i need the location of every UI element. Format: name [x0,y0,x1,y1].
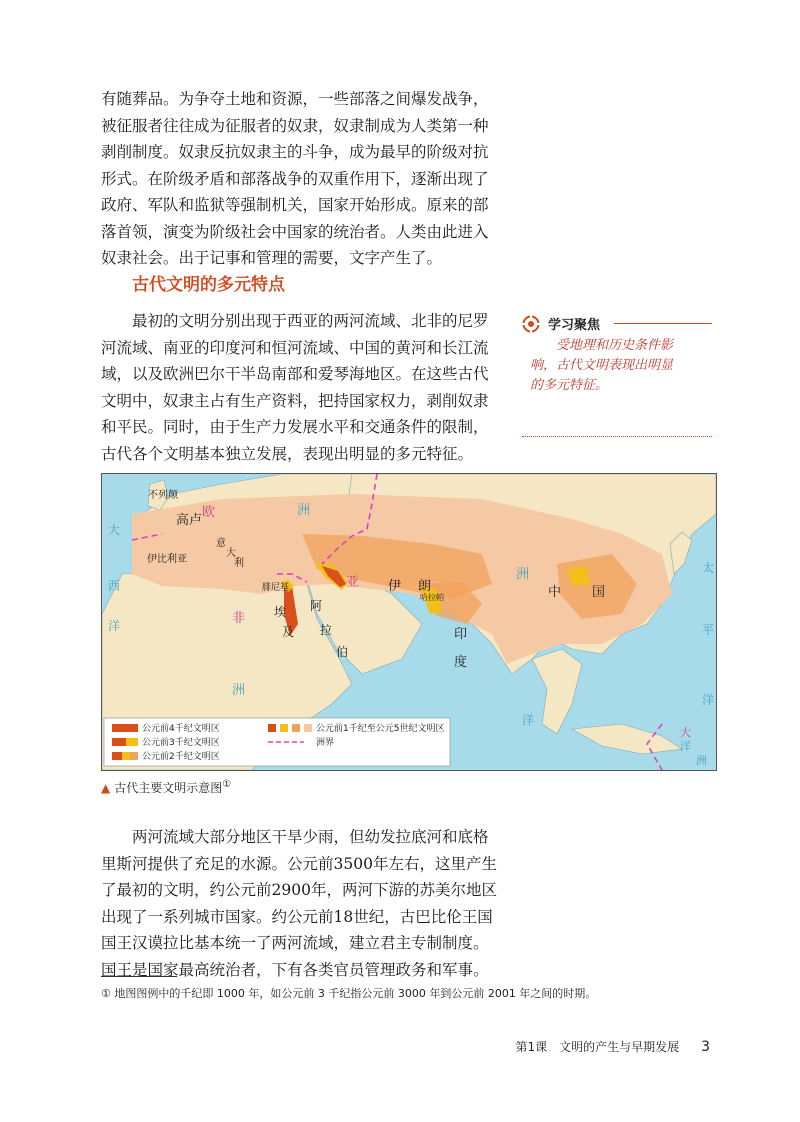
text-line: 被征服者往往成为征服者的奴隶，奴隶制成为人类第一种 [101,116,489,135]
map-label: 阿 [310,599,323,613]
text-line: 响，古代文明表现出明显 [530,358,674,373]
caption-triangle-icon: ▲ [101,781,111,795]
legend-swatch-3rd-a [112,738,126,746]
legend-swatch-3rd-b [126,738,138,746]
map-label: 洲 [516,567,530,582]
map-label: 伊比利亚 [147,554,187,565]
footnote-rule [101,976,177,977]
map-label: 伊 [388,579,402,594]
map-label: 大 [680,726,691,739]
map-label: 太 [702,561,715,575]
map-label: 不列颠 [148,490,178,501]
map-label: 大 [108,523,121,537]
map-label: 意 [216,538,226,549]
map-label: 洲 [696,754,707,767]
map-label: 利 [234,558,244,569]
map-label: 拉 [320,623,333,637]
legend-swatch-1st-c [292,724,300,732]
section-title: 古代文明的多元特点 [132,275,285,295]
legend-label: 公元前3千纪文明区 [142,738,220,748]
text-line: 形式。在阶级矛盾和部落战争的双重作用下，逐渐出现了 [101,169,489,188]
page-footer [515,1038,710,1055]
map-label: 非 [232,611,246,626]
learning-focus-header [522,314,600,333]
map-label: 洋 [522,713,535,727]
legend-label: 洲界 [316,738,335,748]
text-line: 了最初的文明，约公元前2900年，两河下游的苏美尔地区 [101,881,497,899]
map-label: 国 [592,585,606,600]
map-label: 中 [548,585,562,600]
text-line: 里斯河提供了充足的水源。公元前3500年左右，这里产生 [101,854,497,873]
map-label: 洲 [297,503,311,518]
legend-swatch-1st-b [280,724,288,732]
footnote: ① 地图图例中的千纪即 1000 年，如公元前 3 千纪指公元前 3000 年到公元前 2001 年之间的时期。 [101,987,597,1000]
map-label: 大 [226,548,236,559]
section-paragraph [101,308,501,467]
text-line: 域，以及欧洲巴尔干半岛南部和爱琴海地区。在这些古代 [101,365,489,383]
text-line: 受地理和历史条件影 [530,338,674,353]
map-label: 腓尼基 [262,583,290,593]
text-line: 政府、军队和监狱等强制机关，国家开始形成。原来的部 [101,196,489,214]
map-label: 及 [282,625,295,639]
text-line: 剥削制度。奴隶反抗奴隶主的斗争，成为最早的阶级对抗 [101,143,489,161]
text-line: 奴隶社会。出于记事和管理的需要，文字产生了。 [101,249,443,267]
text-line: 两河流域大部分地区干旱少雨，但幼发拉底河和底格 [101,828,489,846]
map-legend [104,718,450,766]
map-label: 伯 [336,645,349,659]
text-line: 河流域、南亚的印度河和恒河流域、中国的黄河和长江流 [101,338,489,357]
page-number: 3 [701,1039,710,1055]
map-label: 洋 [680,740,691,753]
map-label: 度 [454,655,468,670]
map-svg [102,474,716,770]
map-label: 洋 [702,693,715,707]
map-label: 洲 [232,683,246,698]
map-label: 西 [108,579,121,593]
text-line: 出现了一系列城市国家。约公元前18世纪，古巴比伦王国 [101,907,493,926]
legend-swatch-2nd-a [112,752,122,760]
text-line: 国王是国家最高统治者，下有各类官员管理政务和军事。 [101,960,489,979]
legend-swatch-2nd-b [122,752,130,760]
map-label: 平 [702,623,715,637]
legend-label: 公元前2千纪文明区 [142,752,220,762]
text-line: 落首领，演变为阶级社会中国家的统治者。人类由此进入 [101,222,489,241]
text-line: 古代各个文明基本独立发展，表现出明显的多元特征。 [101,444,474,463]
text-line: 国王汉谟拉比基本统一了两河流域，建立君主专制制度。 [101,934,489,952]
legend-swatch-1st-d [304,724,312,732]
map-label: 埃 [274,605,287,619]
intro-paragraph [101,86,501,272]
divider [614,323,712,324]
legend-swatch-4th [112,724,138,732]
map-label: 欧 [202,505,216,520]
map-label: 朗 [418,579,432,594]
map-label: 亚 [346,575,360,590]
ancient-civilizations-map [101,473,717,771]
divider [522,436,712,437]
legend-swatch-1st-a [268,724,276,732]
legend-swatch-2nd-c [130,752,138,760]
footnote-marker: ① [222,779,232,790]
map-label: 印 [454,627,468,642]
text-line: 有随葬品。为争夺土地和资源，一些部落之间爆发战争， [101,90,489,108]
map-label: 高卢 [176,513,203,528]
text-line: 文明中，奴隶主占有生产资料，把持国家权力，剥削奴隶 [101,391,489,410]
text-line: 的多元特征。 [530,378,609,393]
map-caption-text: 古代主要文明示意图 [114,781,223,795]
learning-focus-title: 学习聚焦 [548,318,601,333]
lesson-title: 第1课 文明的产生与早期发展 [515,1040,680,1054]
focus-target-icon [522,315,540,333]
legend-label: 公元前4千纪文明区 [142,724,220,734]
learning-focus-box [522,312,712,440]
map-caption [101,779,231,796]
text-line: 和平民。同时，由于生产力发展水平和交通条件的限制， [101,418,489,436]
map-label: 洋 [108,619,121,633]
legend-label: 公元前1千纪至公元5世纪文明区 [316,724,445,734]
learning-focus-text [530,336,714,396]
text-line: 最初的文明分别出现于西亚的两河流域、北非的尼罗 [101,312,489,330]
mesopotamia-paragraph [101,824,501,983]
map-label: 哈拉帕 [420,593,444,602]
